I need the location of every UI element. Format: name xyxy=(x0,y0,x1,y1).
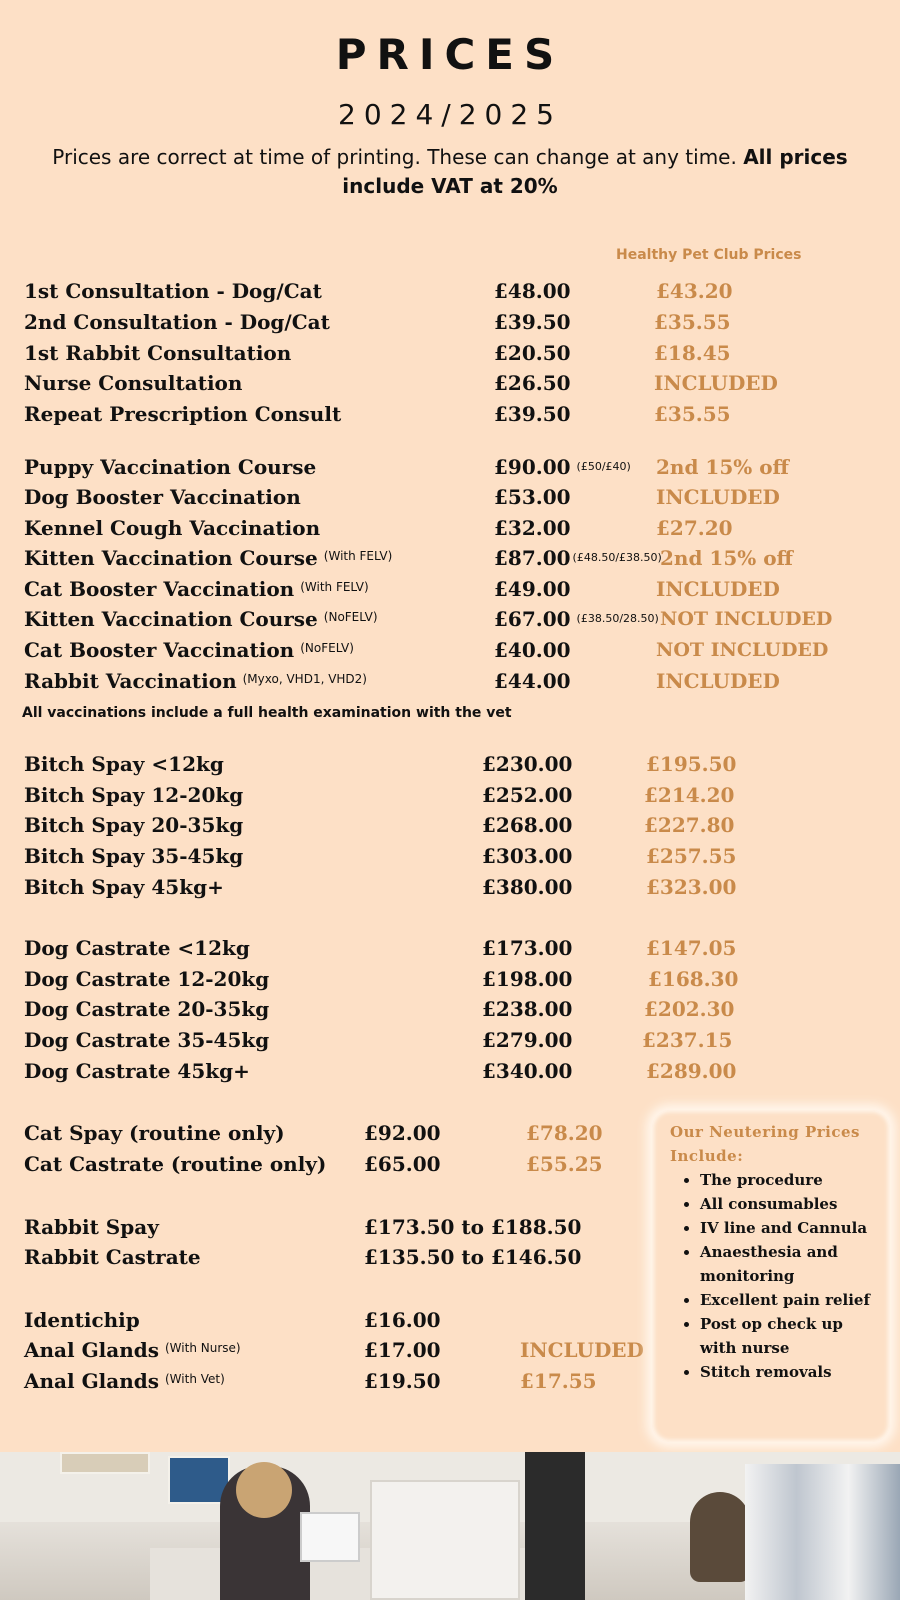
service-name: Dog Castrate <12kg xyxy=(24,936,250,960)
club-price: INCLUDED xyxy=(656,669,780,693)
club-price: 2nd 15% off xyxy=(656,455,789,479)
club-price: £289.00 xyxy=(646,1059,737,1083)
standard-price: £230.00 xyxy=(482,752,573,776)
service-name xyxy=(24,574,369,607)
list-item: • IV line and Cannula xyxy=(700,1216,878,1240)
service-name: Kennel Cough Vaccination xyxy=(24,516,321,540)
service-name: Cat Castrate (routine only) xyxy=(24,1152,327,1176)
price-row xyxy=(0,543,900,573)
price-row xyxy=(0,368,900,398)
service-note: (NoFELV) xyxy=(300,641,354,655)
club-price: £227.80 xyxy=(644,813,735,837)
standard-price: £20.50 xyxy=(494,341,571,365)
photo-customer xyxy=(525,1452,585,1600)
club-price: £35.55 xyxy=(654,310,731,334)
service-name: Identichip xyxy=(24,1308,140,1332)
standard-price: £198.00 xyxy=(482,967,573,991)
service-note: (With FELV) xyxy=(300,580,369,594)
list-item: • Post op check up with nurse xyxy=(700,1312,878,1360)
photo-frame xyxy=(60,1452,150,1474)
disclaimer-text: Prices are correct at time of printing. These can change at any time. xyxy=(52,145,737,169)
page-title: PRICES xyxy=(335,30,565,79)
standard-price xyxy=(494,452,631,486)
club-price: £18.45 xyxy=(654,341,731,365)
price-row xyxy=(0,872,900,902)
service-label: Kitten Vaccination Course xyxy=(24,546,318,570)
price-row xyxy=(0,276,900,306)
photo-pet-food-bags xyxy=(745,1464,900,1600)
club-price: £147.05 xyxy=(646,936,737,960)
price-row xyxy=(0,780,900,810)
price-row xyxy=(0,307,900,337)
club-price: £168.30 xyxy=(648,967,739,991)
standard-price: £16.00 xyxy=(364,1308,441,1332)
price-row xyxy=(0,513,900,543)
standard-price: £303.00 xyxy=(482,844,573,868)
standard-price: £17.00 xyxy=(364,1338,441,1362)
club-price: £78.20 xyxy=(526,1121,603,1145)
service-name: Dog Castrate 12-20kg xyxy=(24,967,270,991)
photo-receptionist-head xyxy=(236,1462,292,1518)
service-label: Cat Booster Vaccination xyxy=(24,577,295,601)
service-name: 1st Rabbit Consultation xyxy=(24,341,292,365)
healthy-pet-club-heading: Healthy Pet Club Prices xyxy=(616,247,802,263)
standard-price: £53.00 xyxy=(494,485,571,509)
price-row xyxy=(0,841,900,871)
photo-counter xyxy=(370,1480,520,1600)
service-name xyxy=(24,666,367,699)
standard-price: £135.50 to £146.50 xyxy=(364,1245,582,1269)
standard-price: £26.50 xyxy=(494,371,571,395)
service-name: Bitch Spay 12-20kg xyxy=(24,783,244,807)
club-price: INCLUDED xyxy=(520,1338,644,1362)
price-value: £67.00 xyxy=(494,607,571,631)
service-name: Dog Castrate 45kg+ xyxy=(24,1059,250,1083)
price-row xyxy=(0,810,900,840)
service-name xyxy=(24,1366,225,1399)
service-name: Bitch Spay 45kg+ xyxy=(24,875,224,899)
service-name: Bitch Spay <12kg xyxy=(24,752,224,776)
list-item: • The procedure xyxy=(700,1168,878,1192)
standard-price: £39.50 xyxy=(494,310,571,334)
service-name: Dog Castrate 35-45kg xyxy=(24,1028,270,1052)
standard-price: £279.00 xyxy=(482,1028,573,1052)
standard-price: £44.00 xyxy=(494,669,571,693)
service-name: Nurse Consultation xyxy=(24,371,243,395)
service-name: Bitch Spay 20-35kg xyxy=(24,813,244,837)
price-row xyxy=(0,749,900,779)
service-name: Bitch Spay 35-45kg xyxy=(24,844,244,868)
service-name: Dog Booster Vaccination xyxy=(24,485,301,509)
service-label: Cat Booster Vaccination xyxy=(24,638,295,662)
club-price: £323.00 xyxy=(646,875,737,899)
year-subtitle: 2024/2025 xyxy=(338,98,562,131)
service-name: Rabbit Castrate xyxy=(24,1245,201,1269)
standard-price: £238.00 xyxy=(482,997,573,1021)
service-name xyxy=(24,1335,241,1368)
service-note: (With FELV) xyxy=(323,549,393,563)
club-price: £35.55 xyxy=(654,402,731,426)
price-row xyxy=(0,635,900,665)
service-name xyxy=(24,604,378,637)
price-row xyxy=(0,604,900,634)
list-item: • Stitch removals xyxy=(700,1360,878,1384)
club-price: £202.30 xyxy=(644,997,735,1021)
service-note: (With Vet) xyxy=(165,1372,225,1386)
neutering-box-title: Our Neutering Prices Include: xyxy=(670,1123,860,1165)
price-row xyxy=(0,482,900,512)
list-item: • All consumables xyxy=(700,1192,878,1216)
service-label: Anal Glands xyxy=(24,1338,159,1362)
service-name: Repeat Prescription Consult xyxy=(24,402,342,426)
reception-photo xyxy=(0,1452,900,1600)
standard-price: £340.00 xyxy=(482,1059,573,1083)
service-label: Kitten Vaccination Course xyxy=(24,607,318,631)
club-price: £195.50 xyxy=(646,752,737,776)
standard-price: £49.00 xyxy=(494,577,571,601)
disclaimer xyxy=(20,143,880,201)
service-name xyxy=(24,635,354,668)
price-note: (£50/£40) xyxy=(576,460,631,473)
price-note: (£48.50/£38.50) xyxy=(572,551,662,564)
price-row xyxy=(0,452,900,482)
club-price: NOT INCLUDED xyxy=(660,608,833,630)
photo-dog xyxy=(690,1492,750,1582)
service-name: Dog Castrate 20-35kg xyxy=(24,997,270,1021)
vat-note: All prices include VAT at 20% xyxy=(342,145,848,198)
service-name: Cat Spay (routine only) xyxy=(24,1121,285,1145)
service-note: (NoFELV) xyxy=(323,610,378,624)
standard-price: £39.50 xyxy=(494,402,571,426)
standard-price: £48.00 xyxy=(494,279,571,303)
standard-price: £173.50 to £188.50 xyxy=(364,1215,582,1239)
price-row xyxy=(0,1025,900,1055)
list-item: • Anaesthesia and monitoring xyxy=(700,1240,878,1288)
club-price: £27.20 xyxy=(656,516,733,540)
club-price: £214.20 xyxy=(644,783,735,807)
service-name xyxy=(24,543,392,576)
club-price: INCLUDED xyxy=(654,371,778,395)
price-row xyxy=(0,399,900,429)
price-value: £90.00 xyxy=(494,455,571,479)
club-price: £257.55 xyxy=(646,844,737,868)
price-value: £87.00 xyxy=(494,546,571,570)
vaccination-footnote: All vaccinations include a full health examination with the vet xyxy=(22,705,512,721)
club-price: £55.25 xyxy=(526,1152,603,1176)
standard-price: £92.00 xyxy=(364,1121,441,1145)
club-price: 2nd 15% off xyxy=(660,546,793,570)
standard-price: £252.00 xyxy=(482,783,573,807)
standard-price: £173.00 xyxy=(482,936,573,960)
price-row xyxy=(0,338,900,368)
standard-price xyxy=(494,543,662,577)
standard-price: £65.00 xyxy=(364,1152,441,1176)
service-name: Puppy Vaccination Course xyxy=(24,455,317,479)
price-row xyxy=(0,1056,900,1086)
club-price: INCLUDED xyxy=(656,577,780,601)
club-price: £43.20 xyxy=(656,279,733,303)
neutering-info-box xyxy=(652,1110,890,1442)
standard-price: £40.00 xyxy=(494,638,571,662)
service-label: Rabbit Vaccination xyxy=(24,669,237,693)
price-row xyxy=(0,933,900,963)
list-item: • Excellent pain relief xyxy=(700,1288,878,1312)
service-note: (With Nurse) xyxy=(165,1341,241,1355)
service-name: Rabbit Spay xyxy=(24,1215,159,1239)
service-name: 1st Consultation - Dog/Cat xyxy=(24,279,322,303)
standard-price: £268.00 xyxy=(482,813,573,837)
service-note: (Myxo, VHD1, VHD2) xyxy=(242,672,367,686)
service-label: Anal Glands xyxy=(24,1369,159,1393)
price-row xyxy=(0,964,900,994)
neutering-includes-list xyxy=(700,1168,878,1384)
club-price: £17.55 xyxy=(520,1369,597,1393)
price-row xyxy=(0,666,900,696)
standard-price: £380.00 xyxy=(482,875,573,899)
standard-price xyxy=(494,604,659,638)
standard-price: £19.50 xyxy=(364,1369,441,1393)
photo-monitor xyxy=(300,1512,360,1562)
service-name: 2nd Consultation - Dog/Cat xyxy=(24,310,330,334)
club-price: £237.15 xyxy=(642,1028,733,1052)
club-price: INCLUDED xyxy=(656,485,780,509)
price-note: (£38.50/28.50) xyxy=(576,612,659,625)
standard-price: £32.00 xyxy=(494,516,571,540)
club-price: NOT INCLUDED xyxy=(656,639,829,661)
price-row xyxy=(0,574,900,604)
price-row xyxy=(0,994,900,1024)
